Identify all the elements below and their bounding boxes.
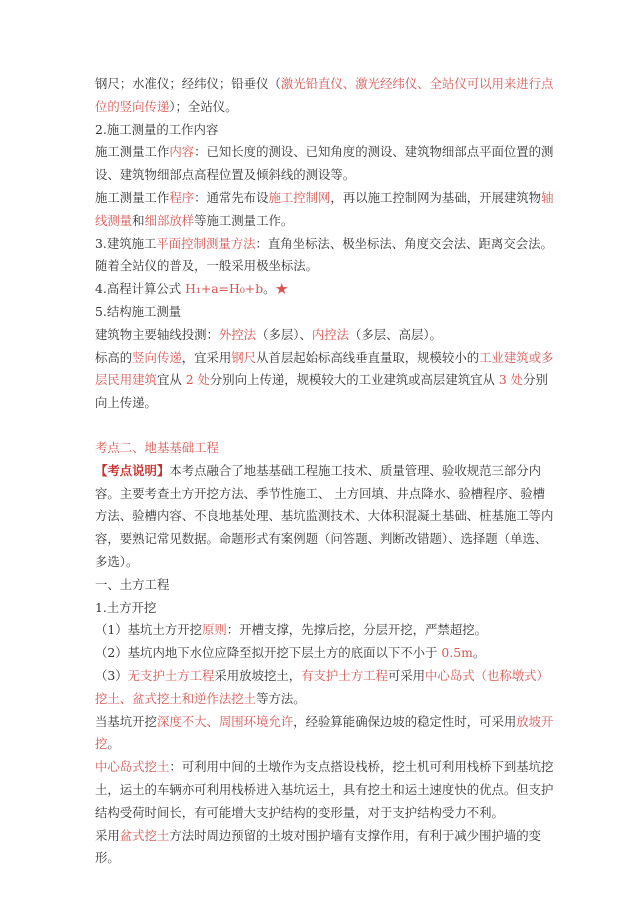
highlighted-text: 程序: [169, 189, 195, 205]
highlighted-text: 2 处: [185, 372, 210, 388]
highlighted-text: 外控法: [218, 326, 257, 342]
text-run: ，经验算能确保边坡的稳定性时，可采用: [293, 713, 517, 729]
paragraph: [95, 187, 557, 233]
paragraph: [95, 756, 557, 824]
highlighted-text: 0.5m: [441, 645, 473, 661]
text-run: （3）: [95, 667, 128, 683]
highlighted-text: 无支护土方工程: [127, 667, 215, 683]
text-run: 采用: [95, 827, 120, 843]
text-run: 采用放坡挖土，: [214, 667, 302, 683]
highlighted-text: 放坡开挖: [95, 713, 554, 752]
text-run: 可采用: [387, 667, 426, 683]
paragraph: [95, 574, 557, 597]
text-run: 标高的: [95, 349, 133, 365]
text-run: ，再以施工控制网为基础，开展建筑物: [330, 189, 542, 205]
paragraph: [95, 460, 557, 574]
text-run: （多层）、: [256, 326, 312, 342]
paragraph: [95, 73, 557, 119]
text-run: （2）基坑内地下水位应降至拟开挖下层土方的底面以下不小于: [95, 645, 442, 661]
text-run: 施工测量工作: [95, 144, 170, 160]
highlighted-text: 激光铅直仪、激光经纬仪、全站仪可以用来进行点位的竖向传递: [95, 76, 554, 114]
paragraph: [95, 347, 557, 415]
paragraph: [95, 437, 557, 460]
highlighted-text: 有支护土方工程: [301, 667, 388, 683]
highlighted-text: 内控法: [311, 326, 350, 342]
highlighted-text: 内容: [169, 144, 195, 160]
paragraph: [95, 301, 557, 324]
text-run: ：通常先布设: [194, 189, 269, 205]
text-run: 4.高程计算公式: [95, 281, 186, 297]
paragraph: [95, 619, 557, 642]
text-run: 分别向上传递，规模较大的工业建筑或高层建筑宜从: [209, 372, 499, 388]
text-run: ：直角坐标法、极坐标法、角度交会法、距离交会法。随着全站仪的普及，一般采用极坐标法。: [95, 235, 553, 274]
highlighted-text: 轴线测量: [95, 189, 554, 228]
paragraph: [95, 825, 557, 871]
paragraph: [95, 278, 557, 301]
highlighted-text: 细部放样: [144, 212, 195, 228]
text-run: （1）基坑土方开挖: [95, 622, 203, 638]
highlighted-text: 中心岛式（也称墩式）挖土、盆式挖土和逆作法挖土: [95, 667, 549, 706]
star-icon: ★: [275, 281, 288, 297]
section-gap: [95, 415, 557, 437]
text-run: 3.建筑施工: [95, 235, 157, 251]
highlighted-text: 钢尺: [231, 349, 257, 365]
text-run: 1.土方开挖: [95, 599, 157, 615]
highlighted-text: 深度不大、周围环境允许: [156, 713, 294, 729]
text-run: 。: [263, 281, 276, 297]
paragraph: [95, 324, 557, 347]
text-run: 等施工测量工作。: [194, 212, 294, 228]
highlighted-text: 3 处: [498, 372, 524, 388]
paragraph: [95, 119, 557, 142]
paragraph: [95, 642, 557, 665]
text-run: ：可利用中间的土墩作为支点搭设栈桥，挖土机可利用栈桥下到基坑挖土，运土的车辆亦可利用栈桥进入基坑运土，具有挖土和运土速度快的优点。但支护结构受荷时间长，有可能增大支护结构的变形量，对于支护结构受力不利。: [95, 759, 554, 820]
text-run: 分别向上传递。: [95, 372, 548, 411]
text-run: 。: [472, 645, 486, 661]
text-run: 施工测量工作: [95, 189, 170, 205]
text-run: 。: [107, 736, 120, 752]
highlighted-text: 原则: [202, 622, 227, 638]
text-run: 2.施工测量的工作内容: [95, 121, 219, 137]
text-run: 当基坑开挖: [95, 713, 157, 729]
highlighted-text: 竖向传递: [132, 349, 182, 365]
text-run: 本考点融合了地基基础工程施工技术、质量管理、验收规范三部分内容。主要考查土方开挖方法、季节性施工、 土方回填、井点降水、验槽程序、验槽方法、验槽内容、不良地基处理、基坑监测技术、大体积混凝土基础、桩基施工等内容，要熟记常见数据。命题形式有案例题（问答题、判断改错题）、选择题（单选、多选）。: [95, 462, 554, 569]
text-run: 等方法。: [256, 690, 306, 706]
paragraph: [95, 597, 557, 620]
document-body: [95, 73, 557, 870]
highlighted-text: 盆式挖土: [119, 827, 170, 843]
text-run: 建筑物主要轴线投测：: [95, 326, 219, 342]
text-run: 一、土方工程: [95, 576, 170, 592]
text-run: 和: [132, 212, 145, 228]
text-run: ：已知长度的测设、已知角度的测设、建筑物细部点平面位置的测设、建筑物细部点高程位置及倾斜线的测设等。: [95, 144, 554, 183]
text-run: 从首层起始标高线垂直量取，规模较小的: [256, 349, 480, 365]
text-run: ，宜采用: [181, 349, 232, 365]
highlighted-text: 考点二、地基基础工程: [95, 439, 219, 455]
text-run: （多层、高层）。: [349, 326, 442, 342]
text-run: 宜从: [156, 372, 186, 388]
paragraph: [95, 711, 557, 757]
highlighted-text: 中心岛式挖土: [95, 759, 170, 775]
highlighted-text: 平面控制测量方法: [156, 235, 256, 251]
note-label: 【考点说明】: [95, 462, 170, 478]
paragraph: [95, 665, 557, 711]
text-run: 5.结构施工测量: [95, 303, 182, 319]
paragraph: [95, 141, 557, 187]
text-run: ）；全站仪。: [169, 98, 238, 114]
text-run: 钢尺；水准仪；经纬仪；铅垂仪（: [95, 76, 281, 91]
paragraph: [95, 233, 557, 279]
text-run: 方法时周边预留的土坡对围护墙有支撑作用，有利于减少围护墙的变形。: [95, 827, 542, 866]
highlighted-text: H₁+a=H₀+b: [185, 281, 264, 297]
highlighted-text: 工业建筑或多层民用建筑: [95, 349, 554, 388]
text-run: ：开槽支撑，先撑后挖，分层开挖，严禁超挖。: [226, 622, 487, 638]
highlighted-text: 施工控制网: [268, 189, 331, 205]
